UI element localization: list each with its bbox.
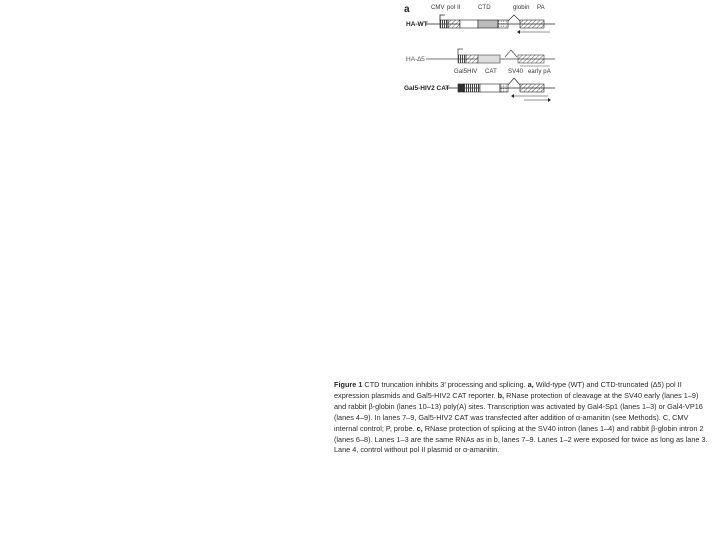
early-pa-label: early pA	[528, 69, 551, 75]
caption-panel-c-text: RNase protection of splicing at the SV40 intron (lanes 1–4) and rabbit β-globin intron 2 (lanes 6–8). Lanes 1–3 are the same RNAs as in b, lanes 7–9. Lanes 1–2 were exposed for twice as long as lane 3. Lane 4, control without pol II plasmid or α-amanitin.	[334, 423, 708, 455]
caption-panel-b-mark: b,	[497, 390, 505, 400]
panel-label-a: a	[404, 4, 410, 15]
construct-diagrams	[0, 0, 720, 110]
cat-label: CAT	[485, 69, 497, 75]
ctd-label: CTD	[478, 5, 491, 11]
caption-title: CTD truncation inhibits 3′ processing and splicing.	[364, 380, 526, 389]
cmv-label: CMV	[431, 5, 445, 11]
construct-ha-delta5	[426, 49, 555, 66]
caption-panel-b-text: RNase protection of cleavage at the SV40 early (lanes 1–9) and rabbit β-globin (lanes 10–13) poly(A) sites. Transcription was activated by Gal4-Sp1 (lanes 1–3) or Gal4-VP16 (lanes 4–9). In lanes 7–9, Gal5-HIV2 CAT was transfected after addition of α-amanitin (see Methods). C, CMV internal control; P, probe.	[334, 390, 703, 433]
construct-label-ha-wt: HA-WT	[406, 21, 428, 28]
construct-label-gal5-hiv2-cat: Gal5-HIV2 CAT	[404, 85, 450, 92]
caption-panel-a-mark: a,	[527, 380, 534, 389]
construct-gal5-hiv2-cat	[446, 78, 555, 102]
globin-label: globin	[513, 5, 530, 11]
pa-label: PA	[537, 5, 545, 11]
caption-figure-number: Figure 1	[334, 380, 363, 389]
construct-label-ha-delta5: HA-∆5	[406, 56, 425, 63]
caption-panel-a-text: Wild-type (WT) and CTD-truncated (∆5) pol II expression plasmids and Gal5-HIV2 CAT reporter.	[334, 380, 682, 400]
construct-ha-wt	[426, 15, 555, 34]
caption-panel-c-mark: c,	[416, 423, 423, 433]
pol-ii-label: pol II	[447, 5, 461, 11]
gal5hiv-label: Gal5HIV	[454, 69, 478, 75]
sv40-label: SV40	[508, 69, 524, 75]
figure-caption	[334, 380, 710, 456]
